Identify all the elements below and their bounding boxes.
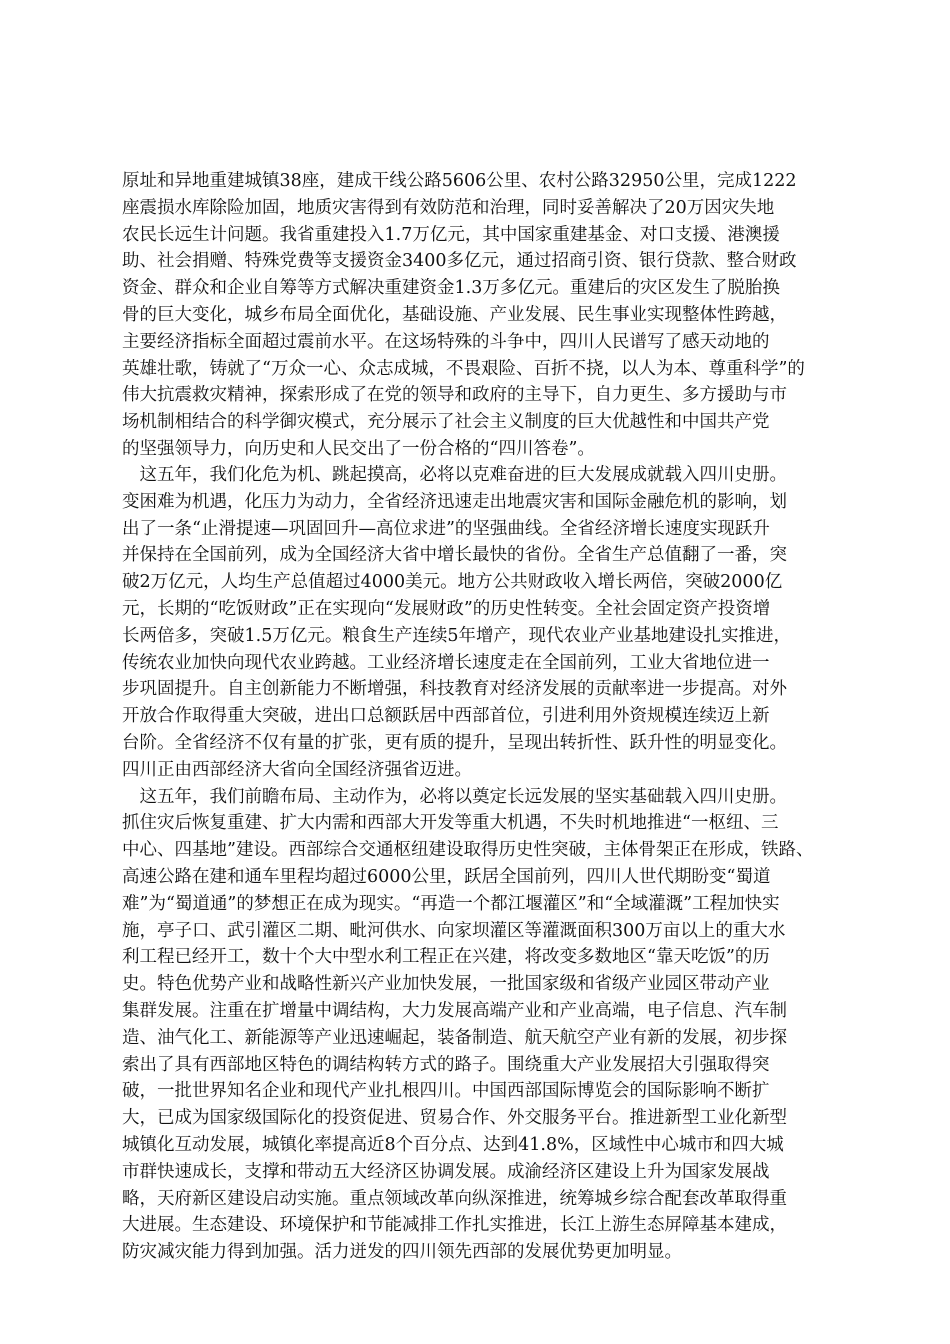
paragraph-2 (122, 462, 834, 1266)
text-line: 索出了具有西部地区特色的调结构转方式的路子。围绕重大产业发展招大引强取得突 (122, 1054, 770, 1075)
text-line: 高速公路在建和通车里程均超过6000公里，跃居全国前列，四川人世代期盼变“蜀道 (122, 866, 771, 887)
text-line: 大，已成为国家级国际化的投资促进、贸易合作、外交服务平台。推进新型工业化新型 (122, 1108, 787, 1129)
text-line: 利工程已经开工，数十个大中型水利工程正在兴建，将改变多数地区“靠天吃饭”的历 (122, 947, 770, 968)
text-line: 步巩固提升。自主创新能力不断增强，科技教育对经济发展的贡献率进一步提高。对外 (122, 679, 787, 700)
text-line: 变困难为机遇，化压力为动力，全省经济迅速走出地震灾害和国际金融危机的影响，划 (122, 491, 787, 512)
paragraph-1 (122, 168, 834, 463)
text-line: 破，一批世界知名企业和现代产业扎根四川。中国西部国际博览会的国际影响不断扩 (122, 1081, 770, 1102)
text-line: 资金、群众和企业自筹等方式解决重建资金1.3万多亿元。重建后的灾区发生了脱胎换 (122, 278, 780, 299)
text-line: 造、油气化工、新能源等产业迅速崛起，装备制造、航天航空产业有新的发展，初步探 (122, 1027, 787, 1048)
text-line: 元，长期的“吃饭财政”正在实现向“发展财政”的历史性转变。全社会固定资产投资增 (122, 598, 771, 619)
text-line: 大进展。生态建设、环境保护和节能减排工作扎实推进，长江上游生态屏障基本建成， (122, 1215, 787, 1236)
text-line: 市群快速成长，支撑和带动五大经济区协调发展。成渝经济区建设上升为国家发展战 (122, 1161, 770, 1182)
text-line: 四川正由西部经济大省向全国经济强省迈进。 (122, 759, 472, 780)
text-line: 破2万亿元，人均生产总值超过4000美元。地方公共财政收入增长两倍，突破2000亿 (122, 572, 783, 593)
text-line: 略，天府新区建设启动实施。重点领域改革向纵深推进，统筹城乡综合配套改革取得重 (122, 1188, 787, 1209)
text-line: 并保持在全国前列，成为全国经济大省中增长最快的省份。全省生产总值翻了一番，突 (122, 545, 787, 566)
text-line: 难”为“蜀道通”的梦想正在成为现实。“再造一个都江堰灌区”和“全域灌溉”工程加快实 (122, 893, 780, 914)
text-line: 原址和异地重建城镇38座，建成干线公路5606公里、农村公路32950公里，完成1222 (122, 171, 797, 191)
text-line: 台阶。全省经济不仅有量的扩张，更有质的提升，呈现出转折性、跃升性的明显变化。 (122, 732, 787, 753)
text-line: 中心、四基地”建设。西部综合交通枢纽建设取得历史性突破，主体骨架正在形成，铁路、 (122, 840, 814, 861)
text-line: 座震损水库除险加固，地质灾害得到有效防范和治理，同时妥善解决了20万因灾失地 (122, 197, 775, 218)
text-line: 史。特色优势产业和战略性新兴产业加快发展，一批国家级和省级产业园区带动产业 (122, 974, 770, 995)
text-line: 抓住灾后恢复重建、扩大内需和西部大开发等重大机遇，不失时机地推进“一枢纽、三 (122, 813, 779, 834)
text-line: 城镇化互动发展，城镇化率提高近8个百分点、达到41.8%，区域性中心城市和四大城 (122, 1134, 784, 1155)
text-line: 开放合作取得重大突破，进出口总额跃居中西部首位，引进利用外资规模连续迈上新 (122, 706, 770, 727)
text-line: 骨的巨大变化，城乡布局全面优化，基础设施、产业发展、民生事业实现整体性跨越， (122, 304, 787, 325)
text-line: 出了一条“止滑提速—巩固回升—高位求进”的坚强曲线。全省经济增长速度实现跃升 (122, 518, 770, 539)
text-line: 长两倍多，突破1.5万亿元。粮食生产连续5年增产，现代农业产业基地建设扎实推进， (122, 625, 791, 646)
text-line: 的坚强领导力，向历史和人民交出了一份合格的“四川答卷”。 (122, 438, 595, 459)
text-line: 伟大抗震救灾精神，探索形成了在党的领导和政府的主导下，自力更生、多方援助与市 (122, 385, 787, 406)
text-line: 防灾减灾能力得到加强。活力迸发的四川领先西部的发展优势更加明显。 (122, 1242, 682, 1263)
text-line: 传统农业加快向现代农业跨越。工业经济增长速度走在全国前列，工业大省地位进一 (122, 652, 770, 673)
text-line: 集群发展。注重在扩增量中调结构，大力发展高端产业和产业高端，电子信息、汽车制 (122, 1000, 787, 1021)
text-line: 场机制相结合的科学御灾模式，充分展示了社会主义制度的巨大优越性和中国共产党 (122, 412, 770, 433)
text-line: 这五年，我们前瞻布局、主动作为，必将以奠定长远发展的坚实基础载入四川史册。 (122, 786, 787, 807)
text-line: 这五年，我们化危为机、跳起摸高，必将以克难奋进的巨大发展成就载入四川史册。 (122, 465, 787, 485)
text-line: 施，亭子口、武引灌区二期、毗河供水、向家坝灌区等灌溉面积300万亩以上的重大水 (122, 920, 786, 941)
text-line: 农民长远生计问题。我省重建投入1.7万亿元，其中国家重建基金、对口支援、港澳援 (122, 224, 780, 245)
text-line: 主要经济指标全面超过震前水平。在这场特殊的斗争中，四川人民谱写了感天动地的 (122, 331, 770, 352)
text-line: 助、社会捐赠、特殊党费等支援资金3400多亿元，通过招商引资、银行贷款、整合财政 (122, 251, 797, 272)
text-line: 英雄壮歌，铸就了“万众一心、众志成城，不畏艰险、百折不挠，以人为本、尊重科学”的 (122, 358, 805, 379)
